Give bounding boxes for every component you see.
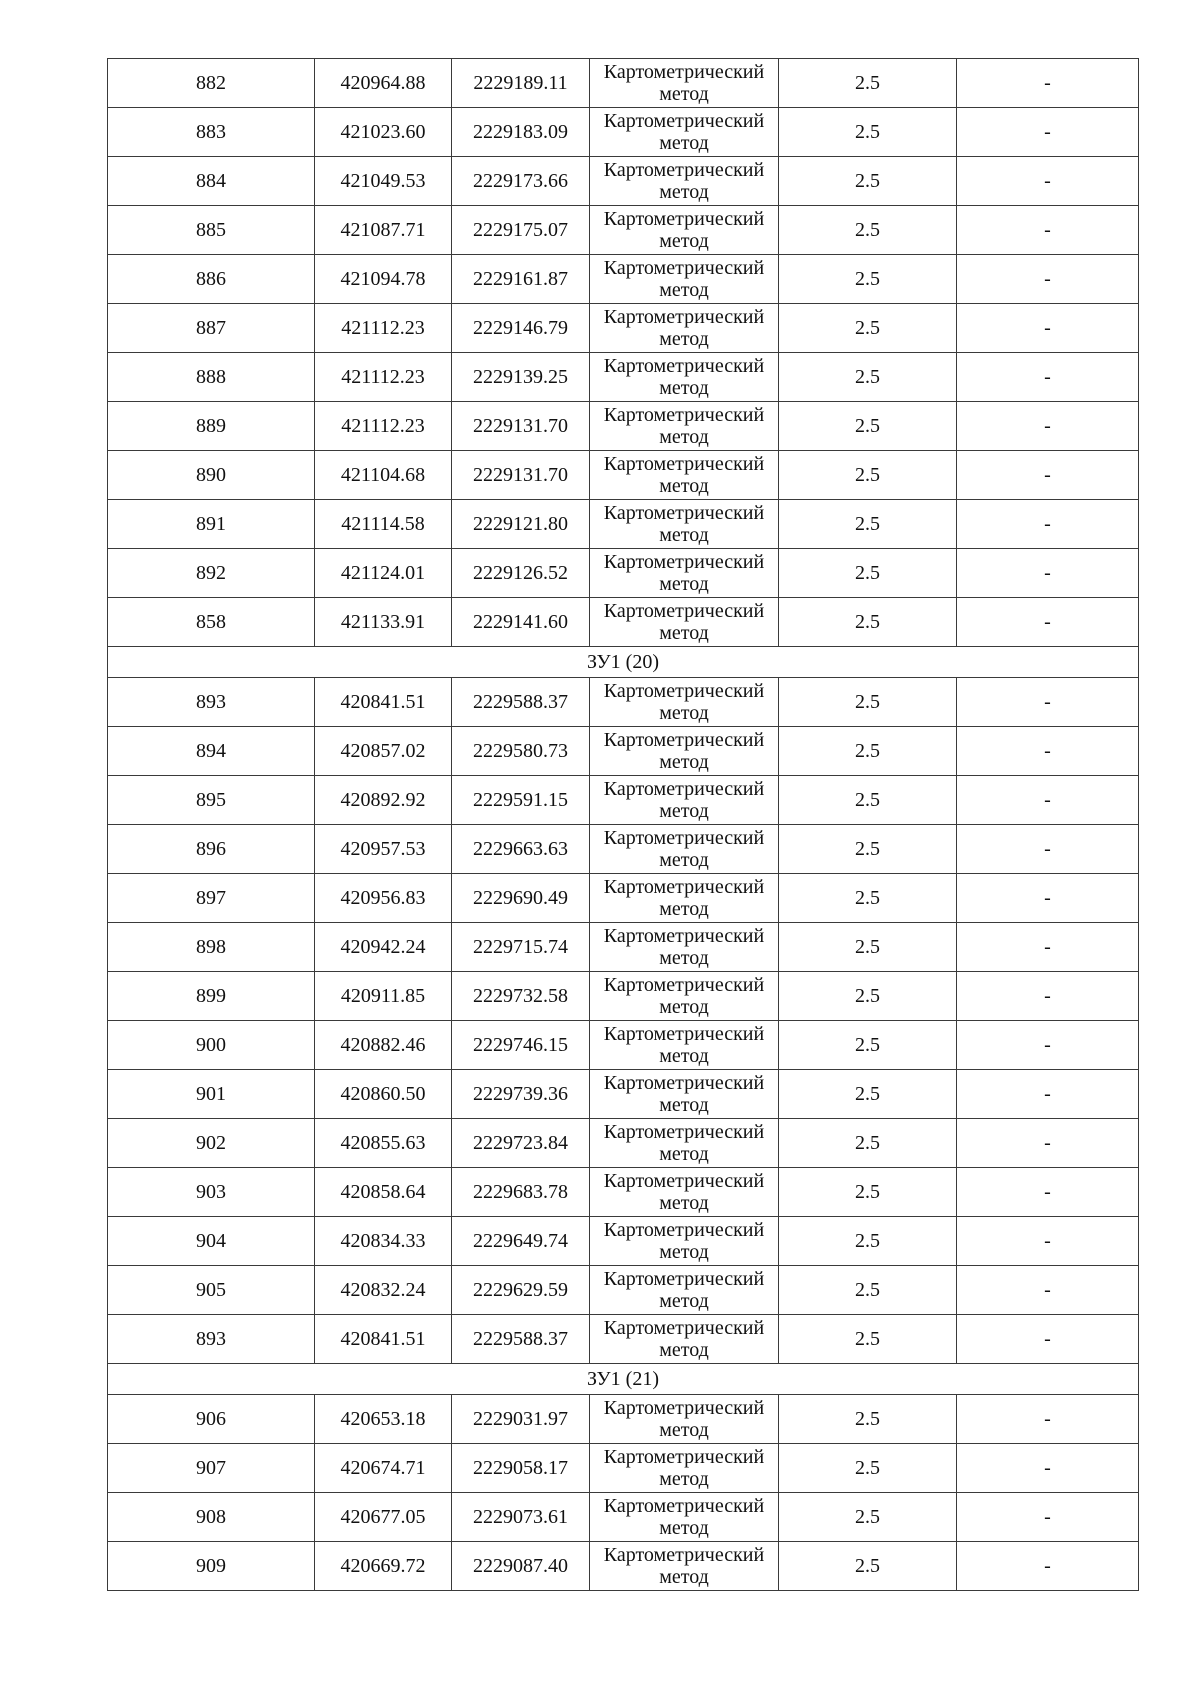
x-coordinate-cell: 420669.72 [315,1542,452,1591]
method-line-2: метод [659,83,709,105]
x-coordinate-cell: 421124.01 [315,549,452,598]
method-line-1: Картометрический [603,404,765,426]
description-cell: - [957,1070,1139,1119]
x-coordinate-cell: 421114.58 [315,500,452,549]
accuracy-cell: 2.5 [779,255,957,304]
method-line-2: метод [659,573,709,595]
description-cell: - [957,1315,1139,1364]
accuracy-cell: 2.5 [779,108,957,157]
method-cell [590,451,779,500]
description-cell: - [957,776,1139,825]
accuracy-cell: 2.5 [779,1217,957,1266]
description-cell: - [957,923,1139,972]
table-row [108,923,1139,972]
y-coordinate-cell: 2229141.60 [452,598,590,647]
x-coordinate-cell: 421112.23 [315,353,452,402]
method-line-2: метод [659,996,709,1018]
accuracy-cell: 2.5 [779,598,957,647]
description-cell: - [957,1021,1139,1070]
method-line-2: метод [659,1290,709,1312]
point-number-cell: 899 [108,972,315,1021]
accuracy-cell: 2.5 [779,451,957,500]
method-line-1: Картометрический [603,1219,765,1241]
method-cell [590,1119,779,1168]
table-row [108,1493,1139,1542]
coordinates-table-body [108,59,1139,1591]
description-cell: - [957,206,1139,255]
method-cell [590,59,779,108]
method-cell [590,402,779,451]
table-row [108,1315,1139,1364]
method-line-1: Картометрический [603,1495,765,1517]
accuracy-cell: 2.5 [779,1395,957,1444]
accuracy-cell: 2.5 [779,972,957,1021]
description-cell: - [957,304,1139,353]
method-cell [590,825,779,874]
method-line-2: метод [659,1419,709,1441]
method-line-1: Картометрический [603,1446,765,1468]
table-row [108,451,1139,500]
point-number-cell: 890 [108,451,315,500]
x-coordinate-cell: 421133.91 [315,598,452,647]
x-coordinate-cell: 420841.51 [315,1315,452,1364]
table-row [108,255,1139,304]
method-line-2: метод [659,279,709,301]
method-line-2: метод [659,1241,709,1263]
y-coordinate-cell: 2229087.40 [452,1542,590,1591]
accuracy-cell: 2.5 [779,1168,957,1217]
x-coordinate-cell: 420858.64 [315,1168,452,1217]
method-line-1: Картометрический [603,600,765,622]
method-line-1: Картометрический [603,551,765,573]
accuracy-cell: 2.5 [779,923,957,972]
method-cell [590,1168,779,1217]
method-line-1: Картометрический [603,257,765,279]
point-number-cell: 902 [108,1119,315,1168]
method-cell [590,1021,779,1070]
method-line-1: Картометрический [603,680,765,702]
method-line-1: Картометрический [603,778,765,800]
accuracy-cell: 2.5 [779,776,957,825]
method-line-2: метод [659,849,709,871]
table-row [108,1395,1139,1444]
description-cell: - [957,874,1139,923]
method-line-2: метод [659,524,709,546]
point-number-cell: 886 [108,255,315,304]
method-line-2: метод [659,1468,709,1490]
point-number-cell: 909 [108,1542,315,1591]
y-coordinate-cell: 2229131.70 [452,402,590,451]
description-cell: - [957,1493,1139,1542]
table-row [108,1168,1139,1217]
point-number-cell: 893 [108,1315,315,1364]
method-line-2: метод [659,1045,709,1067]
y-coordinate-cell: 2229629.59 [452,1266,590,1315]
y-coordinate-cell: 2229588.37 [452,678,590,727]
y-coordinate-cell: 2229031.97 [452,1395,590,1444]
table-row [108,1444,1139,1493]
method-line-2: метод [659,622,709,644]
method-cell [590,255,779,304]
point-number-cell: 907 [108,1444,315,1493]
point-number-cell: 898 [108,923,315,972]
accuracy-cell: 2.5 [779,825,957,874]
description-cell: - [957,1266,1139,1315]
accuracy-cell: 2.5 [779,157,957,206]
x-coordinate-cell: 420855.63 [315,1119,452,1168]
method-cell [590,1395,779,1444]
point-number-cell: 885 [108,206,315,255]
y-coordinate-cell: 2229690.49 [452,874,590,923]
method-line-2: метод [659,1517,709,1539]
method-line-2: метод [659,426,709,448]
description-cell: - [957,972,1139,1021]
description-cell: - [957,1444,1139,1493]
method-line-1: Картометрический [603,1170,765,1192]
accuracy-cell: 2.5 [779,59,957,108]
accuracy-cell: 2.5 [779,1315,957,1364]
method-cell [590,1493,779,1542]
point-number-cell: 906 [108,1395,315,1444]
y-coordinate-cell: 2229588.37 [452,1315,590,1364]
y-coordinate-cell: 2229746.15 [452,1021,590,1070]
point-number-cell: 891 [108,500,315,549]
method-cell [590,1266,779,1315]
description-cell: - [957,825,1139,874]
y-coordinate-cell: 2229146.79 [452,304,590,353]
method-line-1: Картометрический [603,1023,765,1045]
x-coordinate-cell: 420677.05 [315,1493,452,1542]
x-coordinate-cell: 421049.53 [315,157,452,206]
accuracy-cell: 2.5 [779,1542,957,1591]
y-coordinate-cell: 2229131.70 [452,451,590,500]
y-coordinate-cell: 2229683.78 [452,1168,590,1217]
y-coordinate-cell: 2229723.84 [452,1119,590,1168]
table-row [108,1119,1139,1168]
method-line-2: метод [659,181,709,203]
point-number-cell: 897 [108,874,315,923]
method-cell [590,157,779,206]
description-cell: - [957,500,1139,549]
method-cell [590,1217,779,1266]
accuracy-cell: 2.5 [779,874,957,923]
accuracy-cell: 2.5 [779,549,957,598]
x-coordinate-cell: 420674.71 [315,1444,452,1493]
accuracy-cell: 2.5 [779,1444,957,1493]
method-line-2: метод [659,1339,709,1361]
table-row [108,206,1139,255]
method-line-2: метод [659,328,709,350]
method-cell [590,1542,779,1591]
table-row [108,108,1139,157]
description-cell: - [957,402,1139,451]
point-number-cell: 883 [108,108,315,157]
y-coordinate-cell: 2229173.66 [452,157,590,206]
method-line-2: метод [659,1566,709,1588]
y-coordinate-cell: 2229175.07 [452,206,590,255]
section-label: ЗУ1 (21) [108,1364,1139,1395]
description-cell: - [957,727,1139,776]
table-row [108,402,1139,451]
table-row [108,1021,1139,1070]
point-number-cell: 904 [108,1217,315,1266]
table-row [108,304,1139,353]
coordinates-table [107,58,1139,1591]
x-coordinate-cell: 420882.46 [315,1021,452,1070]
description-cell: - [957,108,1139,157]
description-cell: - [957,1119,1139,1168]
method-line-1: Картометрический [603,876,765,898]
method-line-1: Картометрический [603,355,765,377]
description-cell: - [957,353,1139,402]
table-row [108,549,1139,598]
table-row [108,353,1139,402]
method-cell [590,304,779,353]
method-line-1: Картометрический [603,61,765,83]
method-line-2: метод [659,947,709,969]
point-number-cell: 892 [108,549,315,598]
method-line-1: Картометрический [603,729,765,751]
x-coordinate-cell: 421112.23 [315,304,452,353]
point-number-cell: 905 [108,1266,315,1315]
y-coordinate-cell: 2229058.17 [452,1444,590,1493]
x-coordinate-cell: 420857.02 [315,727,452,776]
y-coordinate-cell: 2229126.52 [452,549,590,598]
accuracy-cell: 2.5 [779,402,957,451]
description-cell: - [957,1542,1139,1591]
method-cell [590,353,779,402]
method-line-1: Картометрический [603,306,765,328]
x-coordinate-cell: 420860.50 [315,1070,452,1119]
method-line-2: метод [659,702,709,724]
table-row [108,1070,1139,1119]
point-number-cell: 882 [108,59,315,108]
description-cell: - [957,255,1139,304]
method-line-1: Картометрический [603,453,765,475]
x-coordinate-cell: 420892.92 [315,776,452,825]
table-row [108,59,1139,108]
accuracy-cell: 2.5 [779,1070,957,1119]
method-line-1: Картометрический [603,1317,765,1339]
method-line-2: метод [659,800,709,822]
description-cell: - [957,549,1139,598]
y-coordinate-cell: 2229139.25 [452,353,590,402]
point-number-cell: 893 [108,678,315,727]
method-line-2: метод [659,1192,709,1214]
y-coordinate-cell: 2229161.87 [452,255,590,304]
point-number-cell: 858 [108,598,315,647]
accuracy-cell: 2.5 [779,727,957,776]
method-line-2: метод [659,898,709,920]
method-cell [590,549,779,598]
x-coordinate-cell: 420841.51 [315,678,452,727]
method-cell [590,1070,779,1119]
description-cell: - [957,678,1139,727]
y-coordinate-cell: 2229580.73 [452,727,590,776]
method-cell [590,1315,779,1364]
method-line-1: Картометрический [603,1121,765,1143]
method-line-1: Картометрический [603,974,765,996]
method-line-1: Картометрический [603,1544,765,1566]
section-label: ЗУ1 (20) [108,647,1139,678]
y-coordinate-cell: 2229732.58 [452,972,590,1021]
method-line-2: метод [659,475,709,497]
x-coordinate-cell: 421023.60 [315,108,452,157]
method-cell [590,923,779,972]
x-coordinate-cell: 420956.83 [315,874,452,923]
point-number-cell: 895 [108,776,315,825]
description-cell: - [957,1168,1139,1217]
accuracy-cell: 2.5 [779,678,957,727]
point-number-cell: 888 [108,353,315,402]
description-cell: - [957,1217,1139,1266]
accuracy-cell: 2.5 [779,1266,957,1315]
method-cell [590,678,779,727]
y-coordinate-cell: 2229189.11 [452,59,590,108]
description-cell: - [957,157,1139,206]
accuracy-cell: 2.5 [779,500,957,549]
x-coordinate-cell: 421094.78 [315,255,452,304]
accuracy-cell: 2.5 [779,1021,957,1070]
section-row [108,1364,1139,1395]
method-cell [590,108,779,157]
y-coordinate-cell: 2229663.63 [452,825,590,874]
x-coordinate-cell: 421112.23 [315,402,452,451]
method-line-1: Картометрический [603,1397,765,1419]
x-coordinate-cell: 420832.24 [315,1266,452,1315]
x-coordinate-cell: 420957.53 [315,825,452,874]
method-cell [590,206,779,255]
point-number-cell: 894 [108,727,315,776]
point-number-cell: 900 [108,1021,315,1070]
method-line-2: метод [659,132,709,154]
method-cell [590,1444,779,1493]
y-coordinate-cell: 2229121.80 [452,500,590,549]
description-cell: - [957,59,1139,108]
y-coordinate-cell: 2229073.61 [452,1493,590,1542]
method-cell [590,874,779,923]
table-row [108,500,1139,549]
method-line-2: метод [659,751,709,773]
table-row [108,157,1139,206]
y-coordinate-cell: 2229715.74 [452,923,590,972]
method-line-2: метод [659,230,709,252]
description-cell: - [957,1395,1139,1444]
accuracy-cell: 2.5 [779,353,957,402]
x-coordinate-cell: 420653.18 [315,1395,452,1444]
method-cell [590,598,779,647]
point-number-cell: 887 [108,304,315,353]
x-coordinate-cell: 421087.71 [315,206,452,255]
y-coordinate-cell: 2229739.36 [452,1070,590,1119]
table-row [108,727,1139,776]
table-row [108,1217,1139,1266]
method-cell [590,972,779,1021]
x-coordinate-cell: 420834.33 [315,1217,452,1266]
point-number-cell: 903 [108,1168,315,1217]
point-number-cell: 889 [108,402,315,451]
method-line-2: метод [659,1094,709,1116]
x-coordinate-cell: 420964.88 [315,59,452,108]
method-line-1: Картометрический [603,208,765,230]
y-coordinate-cell: 2229591.15 [452,776,590,825]
table-row [108,825,1139,874]
method-cell [590,727,779,776]
method-line-2: метод [659,1143,709,1165]
method-line-1: Картометрический [603,110,765,132]
table-row [108,874,1139,923]
point-number-cell: 884 [108,157,315,206]
accuracy-cell: 2.5 [779,206,957,255]
accuracy-cell: 2.5 [779,1493,957,1542]
point-number-cell: 908 [108,1493,315,1542]
x-coordinate-cell: 420942.24 [315,923,452,972]
method-line-1: Картометрический [603,925,765,947]
table-row [108,1542,1139,1591]
method-line-1: Картометрический [603,827,765,849]
y-coordinate-cell: 2229649.74 [452,1217,590,1266]
table-row [108,972,1139,1021]
method-cell [590,500,779,549]
section-row [108,647,1139,678]
table-row [108,776,1139,825]
method-cell [590,776,779,825]
point-number-cell: 896 [108,825,315,874]
description-cell: - [957,451,1139,500]
method-line-1: Картометрический [603,159,765,181]
method-line-2: метод [659,377,709,399]
table-row [108,598,1139,647]
accuracy-cell: 2.5 [779,304,957,353]
description-cell: - [957,598,1139,647]
method-line-1: Картометрический [603,1268,765,1290]
x-coordinate-cell: 421104.68 [315,451,452,500]
point-number-cell: 901 [108,1070,315,1119]
y-coordinate-cell: 2229183.09 [452,108,590,157]
table-row [108,678,1139,727]
accuracy-cell: 2.5 [779,1119,957,1168]
method-line-1: Картометрический [603,502,765,524]
method-line-1: Картометрический [603,1072,765,1094]
table-row [108,1266,1139,1315]
x-coordinate-cell: 420911.85 [315,972,452,1021]
